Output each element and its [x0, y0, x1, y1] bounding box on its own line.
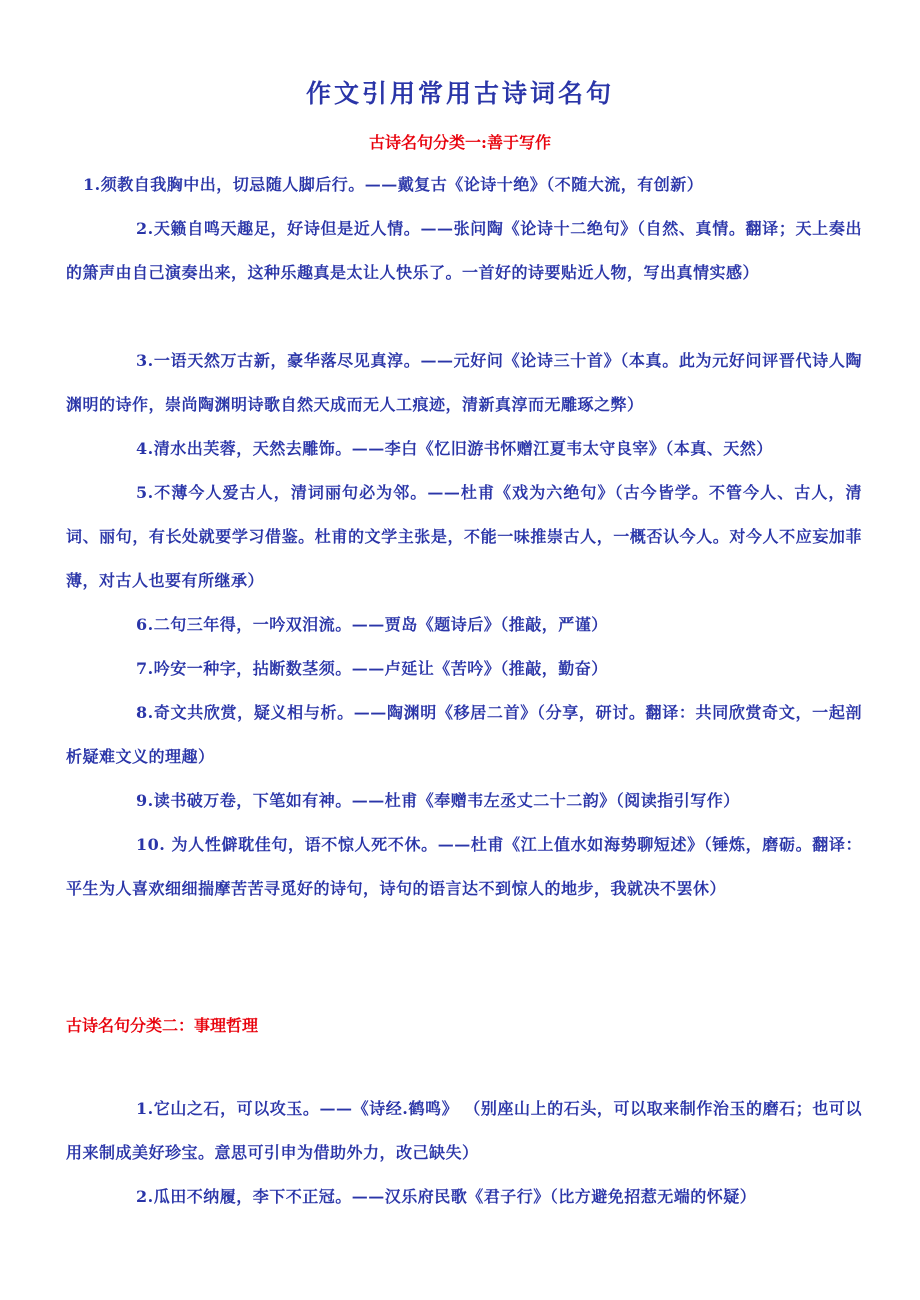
poem-entry-8: 8.奇文共欣赏，疑义相与析。——陶渊明《移居二首》（分享，研讨。翻译：共同欣赏奇文，一起剖析疑难文义的理趣）	[66, 703, 862, 766]
poem-entry-6: 6.二句三年得，一吟双泪流。——贾岛《题诗后》（推敲，严谨）	[136, 615, 608, 634]
poem-entry-3: 3.一语天然万古新，豪华落尽见真淳。——元好问《论诗三十首》（本真。此为元好问评晋代诗人陶渊明的诗作，崇尚陶渊明诗歌自然天成而无人工痕迹，清新真淳而无雕琢之弊）	[66, 351, 862, 414]
document-title: 作文引用常用古诗词名句	[305, 79, 614, 108]
poem-entry-2-2: 2.瓜田不纳履，李下不正冠。——汉乐府民歌《君子行》（比方避免招惹无端的怀疑）	[136, 1187, 757, 1206]
poem-entry-9: 9.读书破万卷，下笔如有神。——杜甫《奉赠韦左丞丈二十二韵》（阅读指引写作）	[136, 791, 740, 810]
poem-entry-2-1: 1.它山之石，可以攻玉。——《诗经.鹤鸣》 （别座山上的石头，可以取来制作治玉的磨石；也可以用来制成美好珍宝。意思可引申为借助外力，改己缺失）	[66, 1099, 862, 1162]
section-heading-philosophy: 古诗名句分类二：事理哲理	[66, 1016, 259, 1035]
poem-entry-7: 7.吟安一种字，拈断数茎须。——卢延让《苦吟》（推敲，勤奋）	[136, 659, 608, 678]
poem-entry-2: 2.天籁自鸣天趣足，好诗但是近人情。——张问陶《论诗十二绝句》（自然、真情。翻译；天上奏出的箫声由自己演奏出来，这种乐趣真是太让人快乐了。一首好的诗要贴近人物，写出真情实感）	[66, 219, 862, 282]
poem-entry-4: 4.清水出芙蓉，天然去雕饰。——李白《忆旧游书怀赠江夏韦太守良宰》（本真、天然）	[136, 439, 773, 458]
poem-entry-1: 1.须教自我胸中出，切忌随人脚后行。——戴复古《论诗十绝》（不随大流，有创新）	[83, 175, 704, 194]
poem-entry-10: 10. 为人性僻耽佳句，语不惊人死不休。——杜甫《江上值水如海势聊短述》（锤炼，磨砺。翻译：平生为人喜欢细细揣摩苦苦寻觅好的诗句，诗句的语言达不到惊人的地步，我就决不罢休）	[66, 835, 862, 898]
section-heading-writing: 古诗名句分类一:善于写作	[369, 133, 551, 152]
poem-entry-5: 5.不薄今人爱古人，清词丽句必为邻。——杜甫《戏为六绝句》（古今皆学。不管今人、古人，清词、丽句，有长处就要学习借鉴。杜甫的文学主张是，不能一味推崇古人，一概否认今人。对今人不应妄加菲薄，对古人也要有所继承）	[66, 483, 862, 590]
